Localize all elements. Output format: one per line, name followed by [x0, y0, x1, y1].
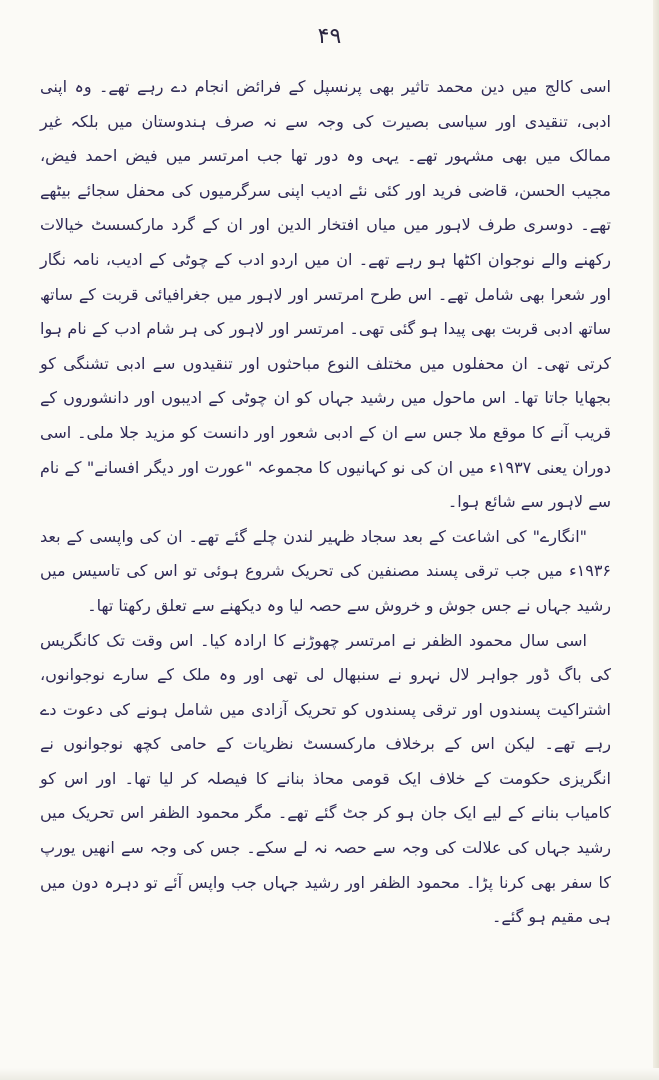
scan-edge-right [653, 0, 659, 1080]
scan-edge-bottom [0, 1068, 659, 1080]
paragraph-1: اسی کالج میں دین محمد تاثیر بھی پرنسپل کے فرائض انجام دے رہے تھے۔ وہ اپنی ادبی، تنقیدی اور سیاسی بصیرت کی وجہ سے نہ صرف ہندوستان میں بلکہ غیر ممالک میں بھی مشہور تھے۔ یہی وہ دور تھا جب امرتسر میں فیض احمد فیض، مجیب الحسن، قاضی فرید اور کئی نئے ادیب اپنی سرگرمیوں کی محفل سجائے بیٹھے تھے۔ دوسری طرف لاہور میں میاں افتخار الدین اور ان کے گرد مارکسسٹ خیالات رکھنے والے نوجوان اکٹھا ہو رہے تھے۔ ان میں اردو ادب کے چوٹی کے ادیب، نامہ نگار اور شعرا بھی شامل تھے۔ اس طرح امرتسر اور لاہور میں جغرافیائی قربت کے ساتھ ساتھ ادبی قربت بھی پیدا ہو گئی تھی۔ امرتسر اور لاہور کی ہر شام ادب کے نام ہوا کرتی تھی۔ ان محفلوں میں مختلف النوع مباحثوں اور تنقیدوں سے ادبی تشنگی کو بجھایا جاتا تھا۔ اس ماحول میں رشید جہاں کو ان چوٹی کے ادیبوں اور دانشوروں کے قریب آنے کا موقع ملا جس سے ان کے ادبی شعور اور دانست کو مزید جلا ملی۔ اسی دوران یعنی ۱۹۳۷ء میں ان کی نو کہانیوں کا مجموعہ "عورت اور دیگر افسانے" کے نام سے لاہور سے شائع ہوا۔ [40, 77, 611, 512]
page-number: ۴۹ [317, 24, 342, 49]
paragraph-2: "انگارے" کی اشاعت کے بعد سجاد ظہیر لندن چلے گئے تھے۔ ان کی واپسی کے بعد ۱۹۳۶ء میں جب ترقی پسند مصنفین کی تحریک شروع ہوئی تو اس کی تاسیس میں رشید جہاں نے جس جوش و خروش سے حصہ لیا وہ دیکھنے سے تعلق رکھتا تھا۔ [40, 526, 611, 615]
paragraph-3: اسی سال محمود الظفر نے امرتسر چھوڑنے کا ارادہ کیا۔ اس وقت تک کانگریس کی باگ ڈور جواہر لال نہرو نے سنبھال لی تھی اور وہ ملک کے سارے نوجوانوں، اشتراکیت پسندوں اور ترقی پسندوں کو تحریک آزادی میں شامل ہونے کی دعوت دے رہے تھے۔ لیکن اس کے برخلاف مارکسسٹ نظریات کے حامی کچھ نوجوانوں نے انگریزی حکومت کے خلاف ایک قومی محاذ بنانے کا فیصلہ کر لیا تھا۔ اور اس کو کامیاب بنانے کے لیے ایک جان ہو کر جٹ گئے تھے۔ مگر محمود الظفر اس تحریک میں رشید جہاں کی علالت کی وجہ سے حصہ نہ لے سکے۔ جس کی وجہ سے انھیں یورپ کا سفر بھی کرنا پڑا۔ محمود الظفر اور رشید جہاں جب واپس آئے تو دہرہ دون میں ہی مقیم ہو گئے۔ [40, 630, 611, 927]
body-text [40, 70, 611, 935]
